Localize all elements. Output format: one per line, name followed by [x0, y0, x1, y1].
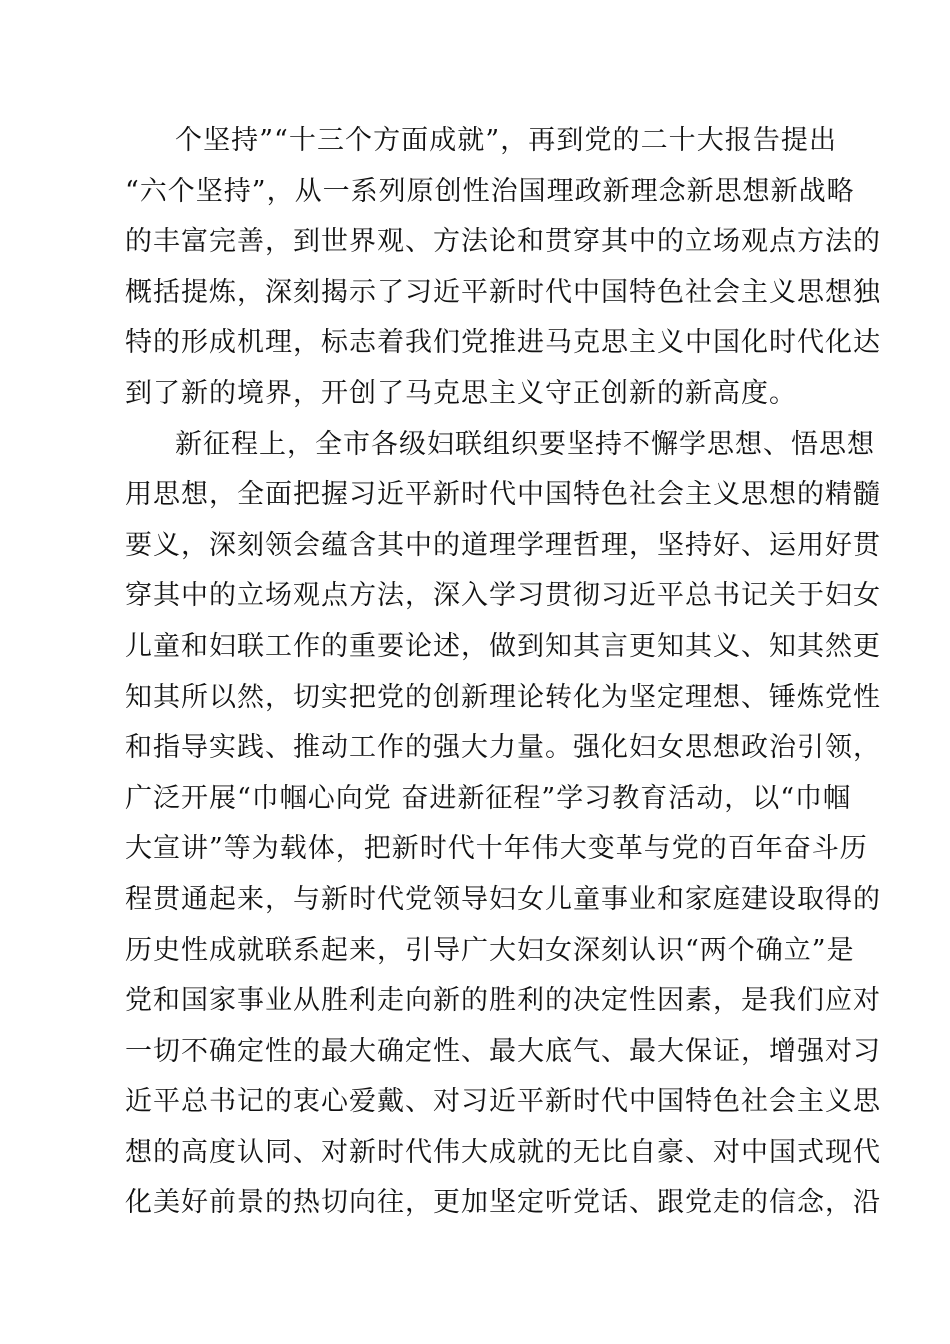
paragraph-2-line-15: 想的高度认同、对新时代伟大成就的无比自豪、对中国式现代 — [125, 1136, 881, 1168]
paragraph-2-line-3: 要义，深刻领会蕴含其中的道理学理哲理，坚持好、运用好贯 — [125, 529, 881, 561]
paragraph-1-line-2: “六个坚持”，从一系列原创性治国理政新理念新思想新战略 — [125, 175, 855, 207]
paragraph-2-line-14: 近平总书记的衷心爱戴、对习近平新时代中国特色社会主义思 — [125, 1086, 881, 1118]
paragraph-2-line-8: 广泛开展“巾帼心向党 奋进新征程”学习教育活动，以“巾帼 — [125, 782, 851, 814]
paragraph-2-line-9: 大宣讲”等为载体，把新时代十年伟大变革与党的百年奋斗历 — [125, 833, 868, 865]
paragraph-2-line-5: 儿童和妇联工作的重要论述，做到知其言更知其义、知其然更 — [125, 630, 881, 662]
paragraph-2-line-16: 化美好前景的热切向往，更加坚定听党话、跟党走的信念，沿 — [125, 1187, 881, 1219]
paragraph-2-line-7: 和指导实践、推动工作的强大力量。强化妇女思想政治引领， — [125, 732, 881, 764]
paragraph-2-line-13: 一切不确定性的最大确定性、最大底气、最大保证，增强对习 — [125, 1035, 881, 1067]
paragraph-2-line-4: 穿其中的立场观点方法，深入学习贯彻习近平总书记关于妇女 — [125, 580, 881, 612]
paragraph-1-line-5: 特的形成机理，标志着我们党推进马克思主义中国化时代化达 — [125, 327, 881, 359]
paragraph-1-line-3: 的丰富完善，到世界观、方法论和贯穿其中的立场观点方法的 — [125, 226, 881, 258]
paragraph-2-line-11: 历史性成就联系起来，引导广大妇女深刻认识“两个确立”是 — [125, 934, 855, 966]
paragraph-2-line-1: 新征程上，全市各级妇联组织要坚持不懈学思想、悟思想 — [175, 428, 875, 460]
paragraph-1-line-4: 概括提炼，深刻揭示了习近平新时代中国特色社会主义思想独 — [125, 276, 881, 308]
paragraph-1-line-6: 到了新的境界，开创了马克思主义守正创新的新高度。 — [125, 377, 797, 409]
paragraph-2-line-12: 党和国家事业从胜利走向新的胜利的决定性因素，是我们应对 — [125, 985, 881, 1017]
paragraph-2-line-2: 用思想，全面把握习近平新时代中国特色社会主义思想的精髓 — [125, 479, 881, 511]
paragraph-2-line-6: 知其所以然，切实把党的创新理论转化为坚定理想、锤炼党性 — [125, 681, 881, 713]
body-text — [125, 124, 881, 1237]
paragraph-2-line-10: 程贯通起来，与新时代党领导妇女儿童事业和家庭建设取得的 — [125, 883, 881, 915]
paragraph-1-line-1: 个坚持”“十三个方面成就”，再到党的二十大报告提出 — [175, 125, 837, 156]
